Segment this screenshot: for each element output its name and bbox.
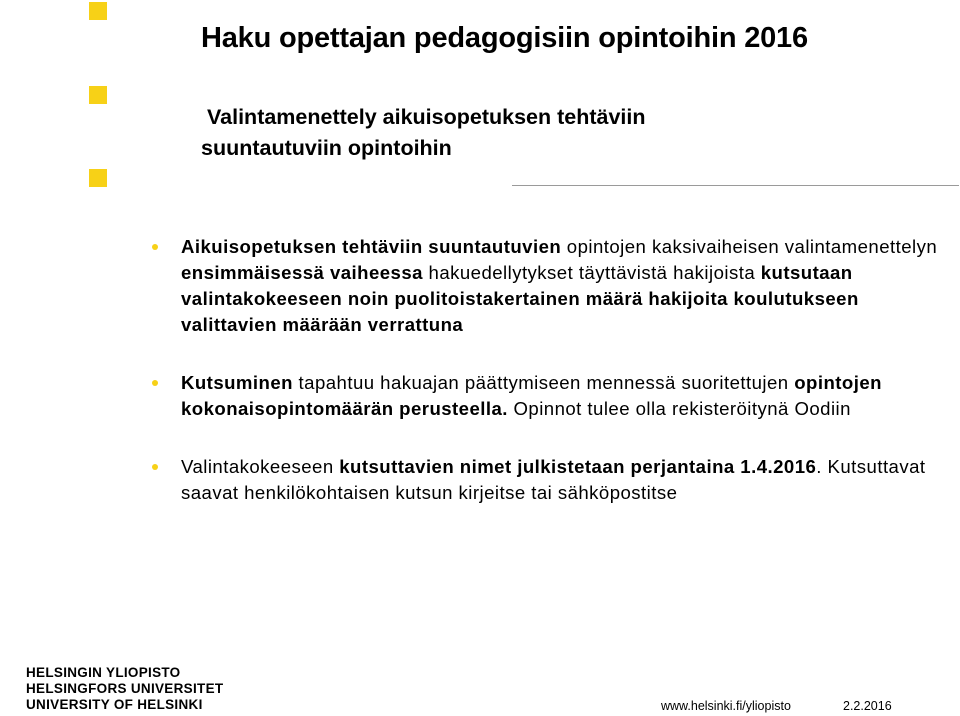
bullet-text: opintojen kaksivaiheisen valintamenettelyn xyxy=(561,236,938,257)
bullet-dot-icon xyxy=(152,380,158,386)
bullet-item xyxy=(150,454,940,506)
slide-subtitle xyxy=(201,102,721,164)
footer-url: www.helsinki.fi/yliopisto xyxy=(661,699,791,713)
logo-line-en: UNIVERSITY OF HELSINKI xyxy=(26,697,203,712)
bullet-text: . Kutsuttavat saavat henkilökohtaisen kutsun kirjeitse tai sähköpostitse xyxy=(181,456,926,503)
logo-line-fi: HELSINGIN YLIOPISTO xyxy=(26,665,181,680)
bullet-text: tapahtuu hakuajan päättymiseen mennessä suoritettujen xyxy=(292,372,795,393)
subtitle-line-1: Valintamenettely aikuisopetuksen tehtäviin xyxy=(207,105,646,129)
logo-line-sv: HELSINGFORS UNIVERSITET xyxy=(26,681,224,696)
bullet-text: Valintakokeeseen xyxy=(181,456,340,477)
bullet-dot-icon xyxy=(152,244,158,250)
university-logo-mark xyxy=(0,0,120,200)
bullet-text: Opinnot tulee olla rekisteröitynä Oodiin xyxy=(507,398,851,419)
logo-square-bottom xyxy=(89,169,107,187)
slide-title: Haku opettajan pedagogisiin opintoihin 2016 xyxy=(201,22,808,54)
bullet-item xyxy=(150,370,940,422)
logo-square-top xyxy=(89,2,107,20)
bullet-text-bold: Kutsuminen xyxy=(181,372,293,393)
university-name-logo xyxy=(26,665,223,713)
bullet-dot-icon xyxy=(152,464,158,470)
bullet-list xyxy=(150,234,940,506)
bullet-text-bold: kutsutaan valintakokeeseen noin puolitoistakertainen määrä hakijoita koulutukseen valittavien määrään verrattuna xyxy=(181,262,859,335)
bullet-item xyxy=(150,234,940,338)
bullet-text-bold: Aikuisopetuksen tehtäviin suuntautuvien xyxy=(181,236,562,257)
logo-square-middle xyxy=(89,86,107,104)
bullet-text-bold: kutsuttavien nimet julkistetaan perjantaina 1.4.2016 xyxy=(339,456,817,477)
header-divider xyxy=(512,185,959,186)
bullet-text-bold: opintojen kokonaisopintomäärän perusteella. xyxy=(181,372,882,419)
bullet-text-bold: ensimmäisessä vaiheessa xyxy=(181,262,423,283)
subtitle-line-2: suuntautuviin opintoihin xyxy=(201,136,452,160)
footer-date: 2.2.2016 xyxy=(843,699,892,713)
bullet-text: hakuedellytykset täyttävistä hakijoista xyxy=(422,262,761,283)
